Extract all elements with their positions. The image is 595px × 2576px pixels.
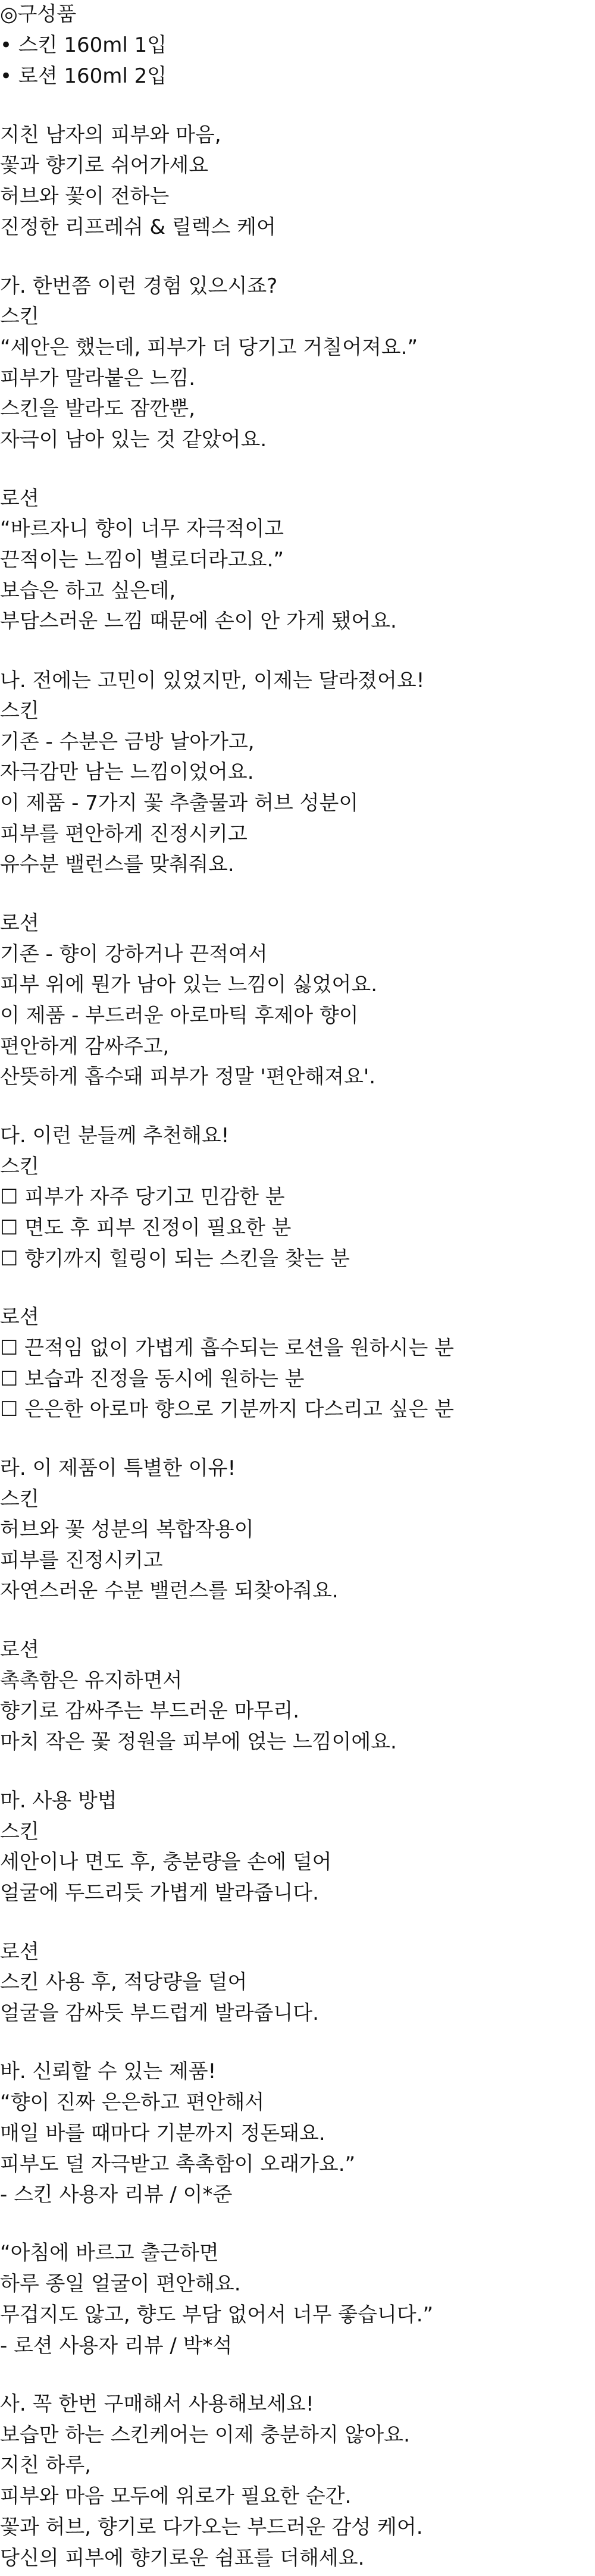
text-line: 스킨 <box>0 305 39 328</box>
text-line: 기존 - 수분은 금방 날아가고, <box>0 730 255 754</box>
text-line: 꽃과 향기로 쉬어가세요 <box>0 153 209 177</box>
text-line: 끈적이는 느낌이 별로더라고요.” <box>0 548 284 572</box>
text-line: 피부와 마음 모두에 위로가 필요한 순간. <box>0 2484 352 2508</box>
text-line: 나. 전에는 고민이 있었지만, 이제는 달라졌어요! <box>0 669 425 692</box>
text-line: 무겁지도 않고, 향도 부담 없어서 너무 좋습니다.” <box>0 2303 434 2327</box>
text-line: 피부가 말라붙은 느낌. <box>0 366 196 390</box>
text-line: 부담스러운 느낌 때문에 손이 안 가게 됐어요. <box>0 609 397 633</box>
text-line: 꽃과 허브, 향기로 다가오는 부드러운 감성 케어. <box>0 2515 423 2539</box>
text-line: 지친 하루, <box>0 2453 91 2477</box>
text-line: 보습은 하고 싶은데, <box>0 579 176 603</box>
text-line: “세안은 했는데, 피부가 더 당기고 거칠어져요.” <box>0 336 418 359</box>
text-line: 스킨을 발라도 잠깐뿐, <box>0 397 196 421</box>
text-line: 산뜻하게 흡수돼 피부가 정말 '편안해져요'. <box>0 1065 376 1089</box>
text-line: 로션 <box>0 487 39 510</box>
text-line: 사. 꼭 한번 구매해서 사용해보세요! <box>0 2392 314 2416</box>
text-line: 스킨 <box>0 1487 39 1511</box>
text-line: 자극이 남아 있는 것 같았어요. <box>0 428 267 452</box>
text-line: 이 제품 - 7가지 꽃 추출물과 허브 성분이 <box>0 791 359 815</box>
text-line: 자극감만 남는 느낌이었어요. <box>0 760 254 784</box>
text-line: 다. 이런 분들께 추천해요! <box>0 1124 230 1148</box>
text-line: “바르자니 향이 너무 자극적이고 <box>0 517 284 541</box>
text-line: 보습만 하는 스킨케어는 이제 충분하지 않아요. <box>0 2423 410 2447</box>
text-line: 마치 작은 꽃 정원을 피부에 얹는 느낌이에요. <box>0 1730 397 1754</box>
text-line: 로션 <box>0 1305 39 1329</box>
text-line: “향이 진짜 은은하고 편안해서 <box>0 2091 265 2114</box>
text-line: 허브와 꽃이 전하는 <box>0 184 170 208</box>
text-line: ☐ 은은한 아로마 향으로 기분까지 다스리고 싶은 분 <box>0 1397 455 1421</box>
text-line: 촉촉함은 유지하면서 <box>0 1669 183 1693</box>
text-line: 로션 <box>0 1638 39 1662</box>
text-line: • 로션 160ml 2입 <box>0 64 167 88</box>
text-line: ☐ 끈적임 없이 가볍게 흡수되는 로션을 원하시는 분 <box>0 1336 455 1360</box>
text-line: 지친 남자의 피부와 마음, <box>0 123 221 147</box>
text-line: - 스킨 사용자 리뷰 / 이*준 <box>0 2183 233 2207</box>
text-line: “아침에 바르고 출근하면 <box>0 2241 219 2265</box>
text-line: 스킨 <box>0 699 39 723</box>
text-line: 얼굴에 두드리듯 가볍게 발라줍니다. <box>0 1881 319 1905</box>
text-line: 피부도 덜 자극받고 촉촉함이 오래가요.” <box>0 2152 356 2176</box>
text-line: ☐ 향기까지 힐링이 되는 스킨을 찾는 분 <box>0 1247 350 1271</box>
text-line: 라. 이 제품이 특별한 이유! <box>0 1456 236 1480</box>
text-line: 진정한 리프레쉬 & 릴렉스 케어 <box>0 215 276 239</box>
text-line: - 로션 사용자 리뷰 / 박*석 <box>0 2334 233 2358</box>
text-line: 세안이나 면도 후, 충분량을 손에 덜어 <box>0 1850 332 1874</box>
text-line: 당신의 피부에 향기로운 쉼표를 더해세요. <box>0 2546 365 2570</box>
text-line: 하루 종일 얼굴이 편안해요. <box>0 2272 241 2296</box>
text-line: 향기로 감싸주는 부드러운 마무리. <box>0 1699 300 1723</box>
text-line: 편안하게 감싸주고, <box>0 1035 170 1058</box>
text-line: • 스킨 160ml 1입 <box>0 33 167 57</box>
text-line: 매일 바를 때마다 기분까지 정돈돼요. <box>0 2121 325 2145</box>
text-line: 이 제품 - 부드러운 아로마틱 후제아 향이 <box>0 1004 359 1027</box>
text-line: 로션 <box>0 911 39 935</box>
text-line: 허브와 꽃 성분의 복합작용이 <box>0 1518 254 1541</box>
text-line: 마. 사용 방법 <box>0 1789 117 1813</box>
text-line: 로션 <box>0 1940 39 1964</box>
text-line: 자연스러운 수분 밸런스를 되찾아줘요. <box>0 1579 339 1603</box>
text-line: ☐ 피부가 자주 당기고 민감한 분 <box>0 1185 285 1209</box>
text-line: 유수분 밸런스를 맞춰줘요. <box>0 853 234 876</box>
text-line: 피부를 편안하게 진정시키고 <box>0 822 248 846</box>
text-line: 얼굴을 감싸듯 부드럽게 발라줍니다. <box>0 2001 319 2025</box>
text-line: 피부를 진정시키고 <box>0 1549 163 1572</box>
text-line: 스킨 <box>0 1155 39 1179</box>
text-line: 스킨 <box>0 1820 39 1844</box>
text-line: 바. 신뢰할 수 있는 제품! <box>0 2060 217 2083</box>
text-line: 스킨 사용 후, 적당량을 덜어 <box>0 1970 248 1994</box>
text-line: ☐ 면도 후 피부 진정이 필요한 분 <box>0 1216 292 1240</box>
text-line: ◎구성품 <box>0 2 77 26</box>
text-line: 가. 한번쯤 이런 경험 있으시죠? <box>0 274 278 298</box>
text-line: 기존 - 향이 강하거나 끈적여서 <box>0 942 268 966</box>
text-line: 피부 위에 뭔가 남아 있는 느낌이 싫었어요. <box>0 973 377 996</box>
text-line: ☐ 보습과 진정을 동시에 원하는 분 <box>0 1367 305 1391</box>
